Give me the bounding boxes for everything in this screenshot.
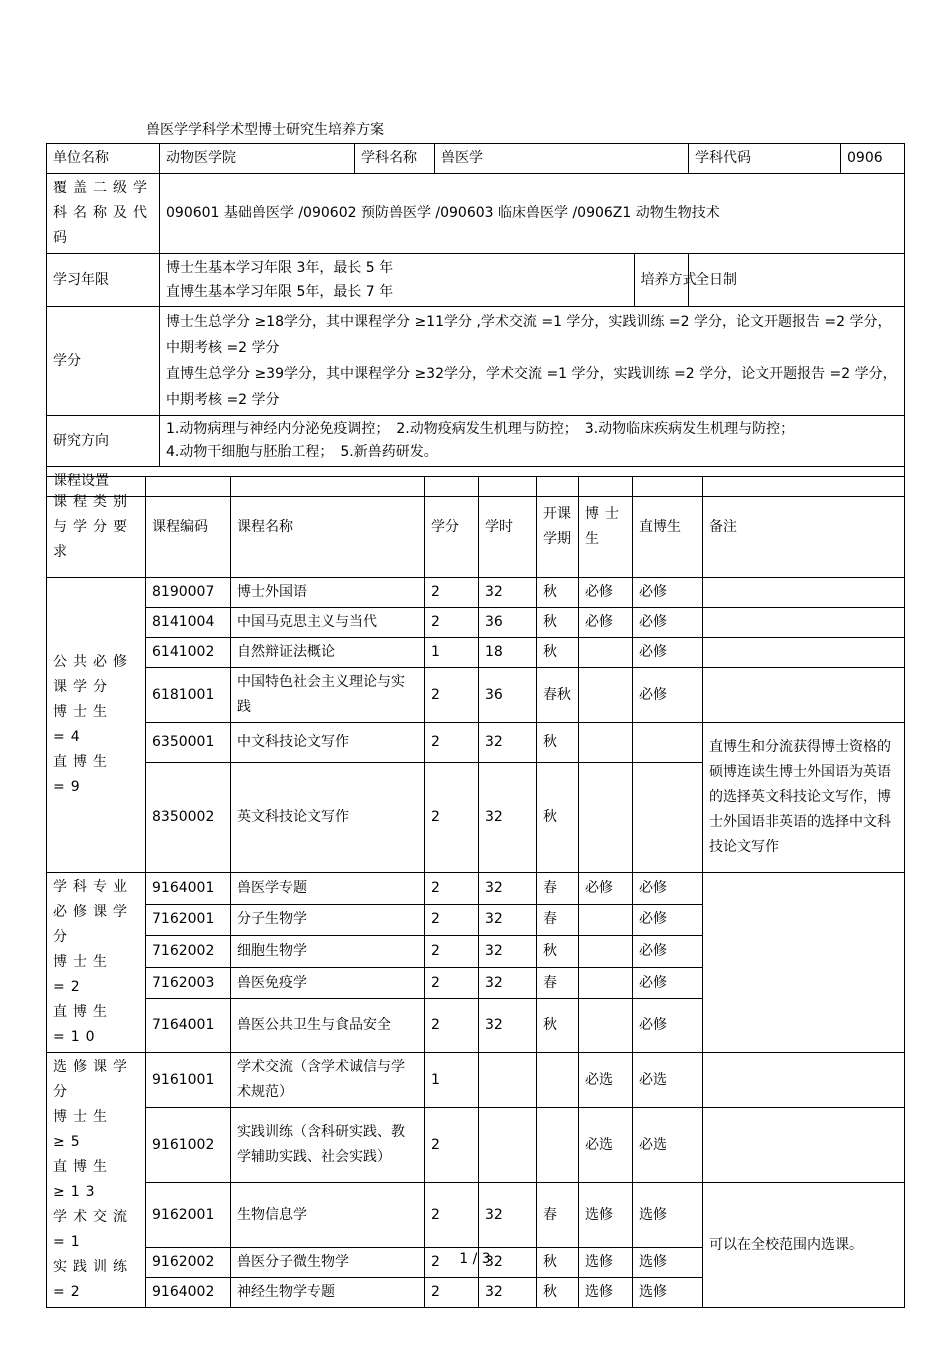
course-code: 9161001 (146, 1053, 231, 1108)
course-hours (479, 1053, 537, 1108)
course-code: 9162002 (146, 1248, 231, 1278)
course-credit: 1 (425, 638, 479, 668)
course-name: 分子生物学 (231, 904, 425, 936)
col-direct: 直博生 (633, 477, 703, 578)
page-number: 1 / 3 (459, 1251, 491, 1267)
course-phd (579, 999, 633, 1053)
course-credit: 2 (425, 1183, 479, 1248)
note-elective: 可以在全校范围内选课。 (703, 1183, 905, 1308)
course-phd (579, 638, 633, 668)
course-note (703, 668, 905, 723)
course-term (537, 1053, 579, 1108)
credits-label: 学分 (47, 307, 160, 416)
course-credit: 2 (425, 873, 479, 905)
course-code: 8141004 (146, 608, 231, 638)
course-phd (579, 763, 633, 873)
study-line-2: 直博生基本学习年限 5年，最长 7 年 (166, 284, 394, 300)
col-code: 课程编码 (146, 477, 231, 578)
course-direct: 必修 (633, 873, 703, 905)
course-term: 秋 (537, 1248, 579, 1278)
course-note (703, 873, 905, 1053)
course-phd (579, 723, 633, 763)
course-term: 秋 (537, 999, 579, 1053)
course-code: 8350002 (146, 763, 231, 873)
course-note (703, 578, 905, 608)
course-name: 实践训练（含科研实践、教学辅助实践、社会实践） (231, 1108, 425, 1183)
course-name: 英文科技论文写作 (231, 763, 425, 873)
course-term: 春 (537, 1183, 579, 1248)
course-direct: 必修 (633, 999, 703, 1053)
course-hours: 32 (479, 873, 537, 905)
course-name: 细胞生物学 (231, 936, 425, 968)
course-term: 春 (537, 967, 579, 999)
course-code: 7162001 (146, 904, 231, 936)
course-credit: 2 (425, 668, 479, 723)
credits-direct: 直博生总学分 ≥39学分，其中课程学分 ≥32学分，学术交流 =1 学分，实践训练 =2 学分，论文开题报告 =2 学分，中期考核 =2 学分 (166, 366, 897, 408)
course-term: 秋 (537, 936, 579, 968)
course-name: 兽医分子微生物学 (231, 1248, 425, 1278)
course-hours: 32 (479, 578, 537, 608)
col-credit: 学分 (425, 477, 479, 578)
course-note (703, 1108, 905, 1183)
code-value: 0906 (841, 144, 905, 174)
note-writing: 直博生和分流获得博士资格的硕博连读生博士外国语为英语的选择英文科技论文写作，博士外国语非英语的选择中文科技论文写作 (703, 723, 905, 873)
course-direct: 选修 (633, 1183, 703, 1248)
course-credit: 2 (425, 967, 479, 999)
course-credit: 1 (425, 1053, 479, 1108)
course-note (703, 608, 905, 638)
course-direct: 必修 (633, 608, 703, 638)
course-name: 神经生物学专题 (231, 1278, 425, 1308)
coverage-label: 覆盖二级学科名称及代码 (47, 174, 160, 254)
course-hours: 32 (479, 1248, 537, 1278)
course-phd: 选修 (579, 1278, 633, 1308)
course-hours: 32 (479, 723, 537, 763)
subject-value: 兽医学 (435, 144, 689, 174)
course-phd: 必修 (579, 608, 633, 638)
research-line-2: 4.动物干细胞与胚胎工程； 5.新兽药研发。 (166, 444, 438, 460)
course-direct: 必修 (633, 936, 703, 968)
course-name: 中文科技论文写作 (231, 723, 425, 763)
course-code: 9162001 (146, 1183, 231, 1248)
course-credit: 2 (425, 999, 479, 1053)
course-hours: 36 (479, 668, 537, 723)
page-title: 兽医学学科学术型博士研究生培养方案 (146, 122, 384, 138)
course-phd (579, 936, 633, 968)
col-name: 课程名称 (231, 477, 425, 578)
course-term: 秋 (537, 763, 579, 873)
course-name: 中国马克思主义与当代 (231, 608, 425, 638)
course-note (703, 1053, 905, 1108)
course-name: 博士外国语 (231, 578, 425, 608)
course-name: 兽医免疫学 (231, 967, 425, 999)
coverage-value: 090601 基础兽医学 /090602 预防兽医学 /090603 临床兽医学 /0906Z1 动物生物技术 (160, 174, 905, 254)
course-term: 秋 (537, 578, 579, 608)
research-line-1: 1.动物病理与神经内分泌免疫调控； 2.动物疫病发生机理与防控； 3.动物临床疾病发生机理与防控； (166, 421, 795, 437)
course-direct (633, 763, 703, 873)
course-phd: 必选 (579, 1053, 633, 1108)
col-hours: 学时 (479, 477, 537, 578)
course-direct: 必修 (633, 967, 703, 999)
course-phd: 必修 (579, 873, 633, 905)
subject-label: 学科名称 (355, 144, 435, 174)
category-elective: 选修课学分 博士生 ≥5 直博生 ≥13 学术交流 =1 实践训练 =2 (47, 1053, 146, 1308)
course-hours (479, 1108, 537, 1183)
course-hours: 36 (479, 608, 537, 638)
course-phd: 选修 (579, 1248, 633, 1278)
course-credit: 2 (425, 578, 479, 608)
credits-phd: 博士生总学分 ≥18学分，其中课程学分 ≥11学分 ,学术交流 =1 学分，实践训练 =2 学分，论文开题报告 =2 学分，中期考核 =2 学分 (166, 314, 892, 356)
course-name: 兽医公共卫生与食品安全 (231, 999, 425, 1053)
course-code: 7164001 (146, 999, 231, 1053)
course-hours: 18 (479, 638, 537, 668)
course-credit: 2 (425, 1108, 479, 1183)
course-direct (633, 723, 703, 763)
course-direct: 必修 (633, 668, 703, 723)
course-hours: 32 (479, 936, 537, 968)
course-phd (579, 967, 633, 999)
course-name: 兽医学专题 (231, 873, 425, 905)
course-code: 9164001 (146, 873, 231, 905)
research-label: 研究方向 (47, 416, 160, 467)
course-term: 秋 (537, 638, 579, 668)
course-hours: 32 (479, 763, 537, 873)
course-term: 春 (537, 904, 579, 936)
course-direct: 必修 (633, 578, 703, 608)
course-code: 7162003 (146, 967, 231, 999)
course-credit: 2 (425, 763, 479, 873)
course-hours: 32 (479, 904, 537, 936)
course-term: 秋 (537, 608, 579, 638)
course-term: 春 (537, 873, 579, 905)
col-note: 备注 (703, 477, 905, 578)
course-direct: 必修 (633, 904, 703, 936)
course-code: 9164002 (146, 1278, 231, 1308)
mode-value: 全日制 (689, 254, 905, 307)
study-line-1: 博士生基本学习年限 3年，最长 5 年 (166, 260, 394, 276)
info-table (46, 143, 905, 497)
course-phd: 必选 (579, 1108, 633, 1183)
col-category: 课程类别与学分要求 (47, 477, 146, 578)
course-note (703, 638, 905, 668)
course-term: 秋 (537, 1278, 579, 1308)
course-direct: 必选 (633, 1053, 703, 1108)
study-label: 学习年限 (47, 254, 160, 307)
course-code: 9161002 (146, 1108, 231, 1183)
course-credit: 2 (425, 723, 479, 763)
course-hours: 32 (479, 1278, 537, 1308)
course-term: 春秋 (537, 668, 579, 723)
code-label: 学科代码 (689, 144, 841, 174)
course-credit: 2 (425, 1278, 479, 1308)
course-table (46, 476, 905, 1308)
unit-label: 单位名称 (47, 144, 160, 174)
course-hours: 32 (479, 967, 537, 999)
course-direct: 必选 (633, 1108, 703, 1183)
course-term: 秋 (537, 723, 579, 763)
course-code: 6350001 (146, 723, 231, 763)
course-hours: 32 (479, 1183, 537, 1248)
course-credit: 2 (425, 1248, 479, 1278)
category-public: 公共必修课学分 博士生 =4 直博生 =9 (47, 578, 146, 873)
course-direct: 必修 (633, 638, 703, 668)
course-phd (579, 904, 633, 936)
course-name: 学术交流（含学术诚信与学术规范） (231, 1053, 425, 1108)
unit-value: 动物医学院 (160, 144, 355, 174)
course-setting-label: 课程设置 (47, 467, 905, 497)
course-name: 生物信息学 (231, 1183, 425, 1248)
course-name: 自然辩证法概论 (231, 638, 425, 668)
course-term (537, 1108, 579, 1183)
course-phd (579, 668, 633, 723)
course-name: 中国特色社会主义理论与实践 (231, 668, 425, 723)
col-term: 开课学期 (537, 477, 579, 578)
course-credit: 2 (425, 608, 479, 638)
mode-label: 培养方式 (640, 271, 697, 288)
course-code: 6181001 (146, 668, 231, 723)
course-code: 7162002 (146, 936, 231, 968)
course-credit: 2 (425, 904, 479, 936)
course-hours: 32 (479, 999, 537, 1053)
course-phd: 必修 (579, 578, 633, 608)
category-major: 学科专业必修课学分 博士生 =2 直博生 =10 (47, 873, 146, 1053)
course-direct: 选修 (633, 1248, 703, 1278)
course-phd: 选修 (579, 1183, 633, 1248)
course-code: 6141002 (146, 638, 231, 668)
course-direct: 选修 (633, 1278, 703, 1308)
course-code: 8190007 (146, 578, 231, 608)
course-credit: 2 (425, 936, 479, 968)
col-phd: 博士生 (579, 477, 633, 578)
